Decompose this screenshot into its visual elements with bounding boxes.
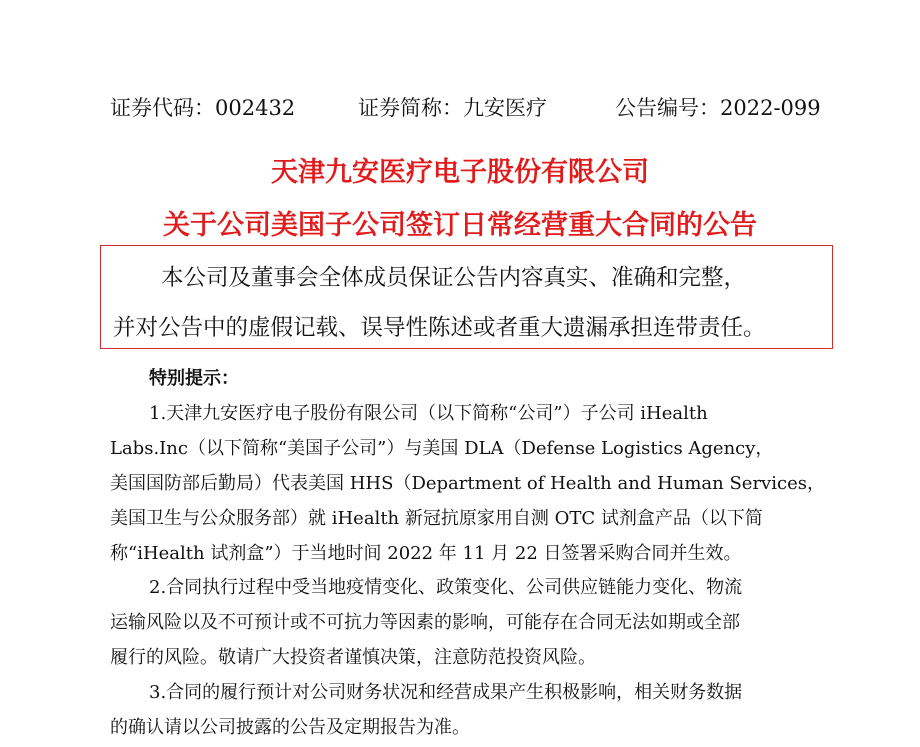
announcement-header <box>0 92 920 124</box>
paragraph-line: Labs.Inc（以下简称“美国子公司”）与美国 DLA（Defense Logistics Agency， <box>110 438 774 459</box>
paragraph-line: 的确认请以公司披露的公告及定期报告为准。 <box>110 717 470 738</box>
paragraph-line: 1.天津九安医疗电子股份有限公司（以下简称“公司”）子公司 iHealth <box>149 403 708 424</box>
paragraph-line: 运输风险以及不可预计或不可抗力等因素的影响，可能存在合同无法如期或全部 <box>110 612 740 633</box>
paragraph-line: 美国卫生与公众服务部）就 iHealth 新冠抗原家用自测 OTC 试剂盒产品（以下简 <box>110 508 763 529</box>
paragraph-line: 称“iHealth 试剂盒”）于当地时间 2022 年 11 月 22 日签署采购合同并生效。 <box>110 543 742 564</box>
announcement-title: 关于公司美国子公司签订日常经营重大合同的公告 <box>163 210 757 241</box>
declaration-line: 并对公告中的虚假记载、误导性陈述或者重大遗漏承担连带责任。 <box>113 315 766 341</box>
stock-abbreviation: 证券简称：九安医疗 <box>358 96 547 120</box>
declaration-box <box>100 245 833 349</box>
declaration-line: 本公司及董事会全体成员保证公告内容真实、准确和完整， <box>161 265 747 291</box>
announcement-number: 公告编号：2022-099 <box>615 96 821 120</box>
company-title: 天津九安医疗电子股份有限公司 <box>271 157 649 188</box>
paragraph-line: 3.合同的履行预计对公司财务状况和经营成果产生积极影响，相关财务数据 <box>149 682 743 703</box>
paragraph-line: 履行的风险。敬请广大投资者谨慎决策，注意防范投资风险。 <box>110 647 596 668</box>
stock-code: 证券代码：002432 <box>110 96 296 120</box>
paragraph-line: 2.合同执行过程中受当地疫情变化、政策变化、公司供应链能力变化、物流 <box>149 577 743 598</box>
special-notice-heading: 特别提示： <box>149 368 239 389</box>
paragraph-line: 美国国防部后勤局）代表美国 HHS（Department of Health and Human Services， <box>110 473 825 494</box>
